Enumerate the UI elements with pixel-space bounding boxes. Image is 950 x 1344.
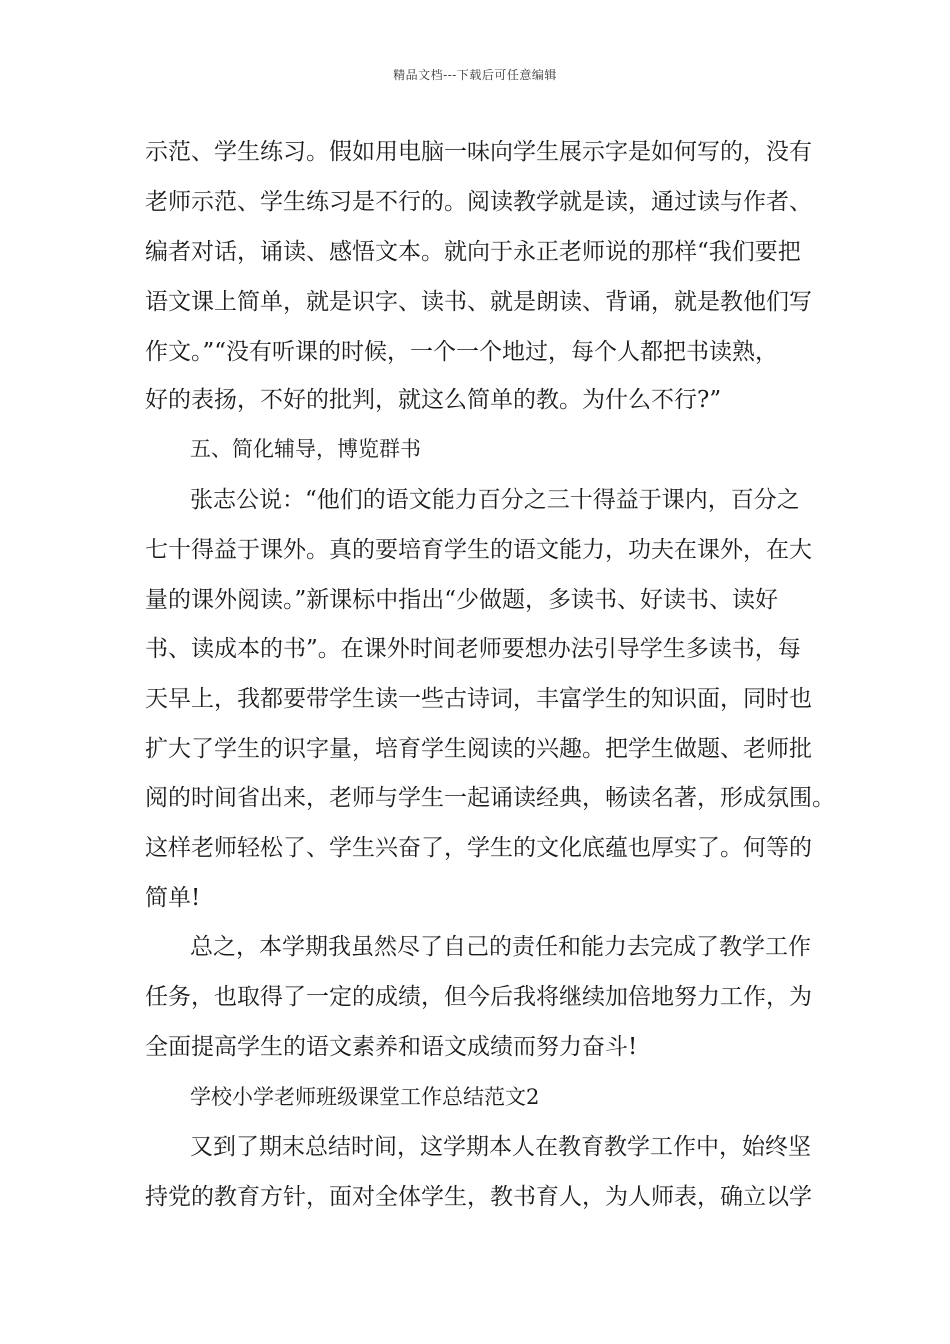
text-line: 示范、学生练习。假如用电脑一味向学生展示字是如何写的，没有 <box>145 139 812 165</box>
text-line: 阅的时间省出来，老师与学生一起诵读经典，畅读名著，形成氛围。 <box>145 785 835 811</box>
text-line: 作文。”“没有听课的时候，一个一个地过，每个人都把书读熟， <box>145 339 779 365</box>
text-line: 量的课外阅读。”新课标中指出“少做题，多读书、好读书、读好 <box>145 587 779 613</box>
text-line: 老师示范、学生练习是不行的。阅读教学就是读，通过读与作者、 <box>145 189 812 215</box>
text-line: 好的表扬，不好的批判，就这么简单的教。为什么不行?” <box>145 387 722 413</box>
text-line: 书、读成本的书”。在课外时间老师要想办法引导学生多读书，每 <box>145 636 801 662</box>
text-line: 总之，本学期我虽然尽了自己的责任和能力去完成了教学工作 <box>190 934 811 960</box>
page-header: 精品文档---下载后可任意编辑 <box>393 68 557 82</box>
text-line: 扩大了学生的识字量，培育学生阅读的兴趣。把学生做题、老师批 <box>145 736 812 762</box>
text-line: 张志公说：“他们的语文能力百分之三十得益于课内，百分之 <box>190 487 800 513</box>
section-heading: 学校小学老师班级课堂工作总结范文2 <box>190 1085 540 1109</box>
text-line: 编者对话，诵读、感悟文本。就向于永正老师说的那样“我们要把 <box>145 239 801 265</box>
text-line: 这样老师轻松了、学生兴奋了，学生的文化底蕴也厚实了。何等的 <box>145 835 812 861</box>
text-line: 全面提高学生的语文素养和语文成绩而努力奋斗! <box>145 1034 638 1060</box>
text-line: 又到了期末总结时间，这学期本人在教育教学工作中，始终坚 <box>190 1134 811 1160</box>
text-line: 语文课上简单，就是识字、读书、就是朗读、背诵，就是教他们写 <box>145 289 812 315</box>
text-line: 天早上，我都要带学生读一些古诗词，丰富学生的知识面，同时也 <box>145 686 812 712</box>
text-line: 任务，也取得了一定的成绩，但今后我将继续加倍地努力工作，为 <box>145 984 812 1010</box>
section-heading: 五、简化辅导，博览群书 <box>190 437 421 461</box>
text-line: 七十得益于课外。真的要培育学生的语文能力，功夫在课外，在大 <box>145 537 812 563</box>
text-line: 简单! <box>145 885 201 911</box>
text-line: 持党的教育方针，面对全体学生，教书育人，为人师表，确立以学 <box>145 1184 812 1210</box>
